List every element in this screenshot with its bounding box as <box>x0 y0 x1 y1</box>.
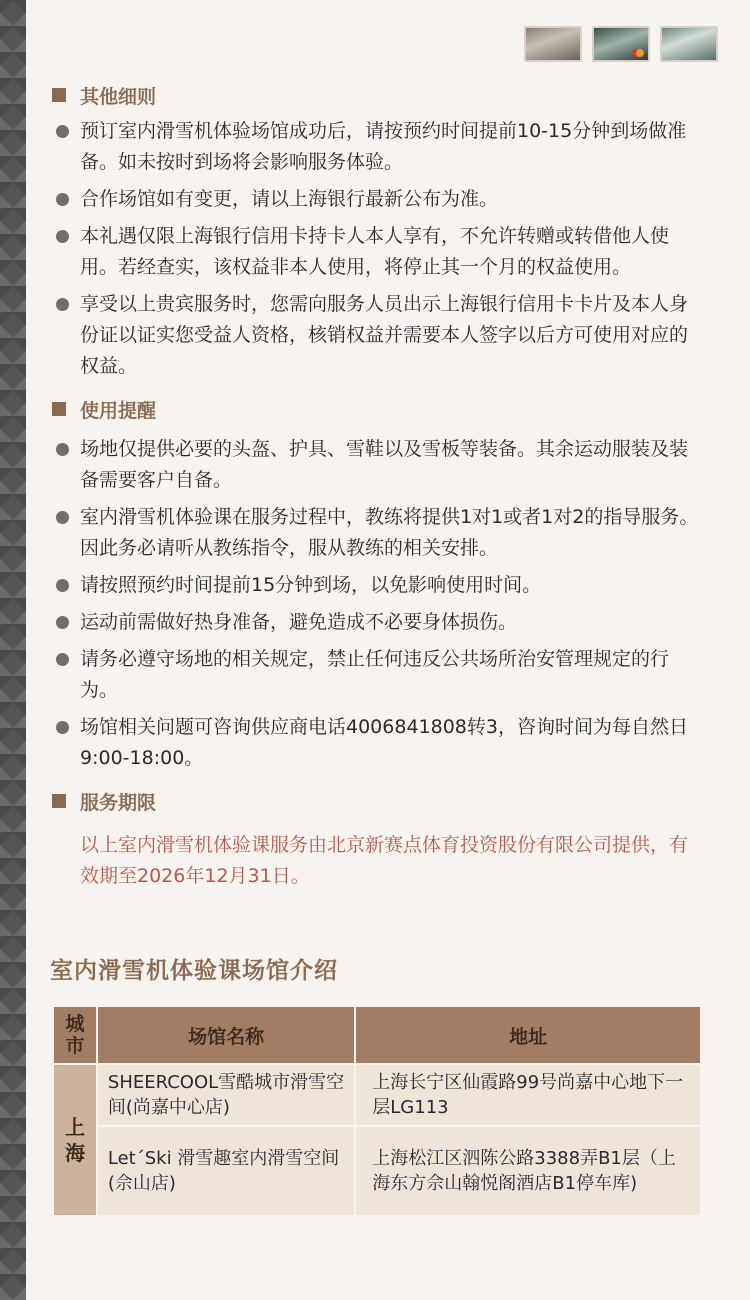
list-item-text: 合作场馆如有变更，请以上海银行最新公布为准。 <box>80 188 499 210</box>
bullet-dot-icon <box>56 443 69 456</box>
bullet-dot-icon <box>56 579 69 592</box>
list-item-text: 预订室内滑雪机体验场馆成功后，请按预约时间提前10-15分钟到场做准备。如未按时到场将会影响服务体验。 <box>80 120 687 173</box>
bullet-dot-icon <box>56 298 69 311</box>
bullet-dot-icon <box>56 230 69 243</box>
decorative-side-strip <box>0 0 26 1300</box>
square-bullet-icon <box>52 402 66 416</box>
list-item-text: 本礼遇仅限上海银行信用卡持卡人本人享有，不允许转赠或转借他人使用。若经查实，该权益非本人使用，将停止其一个月的权益使用。 <box>80 225 670 278</box>
city-line-1: 上 <box>64 1115 85 1139</box>
venue-name-cell: Let´Ski 滑雪趣室内滑雪空间(佘山店) <box>97 1126 355 1216</box>
city-header-line-1: 城 <box>65 1013 85 1035</box>
card-images <box>524 26 718 62</box>
credit-card-image-1 <box>524 26 582 62</box>
heading-text: 其他细则 <box>80 85 157 108</box>
list-item <box>52 502 702 564</box>
table-row <box>53 1126 701 1216</box>
list-item <box>52 570 702 601</box>
bullet-dot-icon <box>56 653 69 666</box>
usage-tips-list <box>52 434 702 774</box>
bullet-dot-icon <box>56 616 69 629</box>
other-details-list <box>52 116 702 382</box>
list-item <box>52 289 702 382</box>
credit-card-image-2 <box>592 26 650 62</box>
list-item-text: 请按照预约时间提前15分钟到场，以免影响使用时间。 <box>80 574 542 596</box>
list-item-text: 场地仅提供必要的头盔、护具、雪鞋以及雪板等装备。其余运动服装及装备需要客户自备。 <box>80 438 689 491</box>
list-item <box>52 644 702 706</box>
section-heading-usage-tips <box>52 392 702 426</box>
section-heading-other-details <box>52 78 702 112</box>
service-period-text: 以上室内滑雪机体验课服务由北京新赛点体育投资股份有限公司提供，有效期至2026年12月31日。 <box>80 834 689 887</box>
city-header-line-2: 市 <box>65 1035 85 1057</box>
square-bullet-icon <box>52 88 66 102</box>
list-item <box>52 434 702 496</box>
mastercard-logo-icon <box>632 49 644 57</box>
column-header-city <box>53 1006 97 1064</box>
column-header-address: 地址 <box>355 1006 701 1064</box>
heading-text: 使用提醒 <box>80 399 157 422</box>
list-item <box>52 184 702 215</box>
column-header-name: 场馆名称 <box>97 1006 355 1064</box>
venue-name-cell: SHEERCOOL雪酷城市滑雪空间(尚嘉中心店) <box>97 1064 355 1126</box>
section-service-period <box>52 784 702 892</box>
city-line-2: 海 <box>64 1141 85 1165</box>
list-item-text: 请务必遵守场地的相关规定，禁止任何违反公共场所治安管理规定的行为。 <box>80 648 670 701</box>
venue-table <box>52 1005 702 1217</box>
table-row <box>53 1064 701 1126</box>
list-item-text: 运动前需做好热身准备，避免造成不必要身体损伤。 <box>80 611 518 633</box>
credit-card-image-3 <box>660 26 718 62</box>
terms-content <box>52 78 702 1217</box>
venue-section-title: 室内滑雪机体验课场馆介绍 <box>50 958 338 984</box>
bullet-dot-icon <box>56 511 69 524</box>
bullet-dot-icon <box>56 721 69 734</box>
bullet-dot-icon <box>56 125 69 138</box>
city-cell <box>53 1064 97 1216</box>
venue-address-cell: 上海松江区泗陈公路3388弄B1层（上海东方佘山翰悦阁酒店B1停车库) <box>355 1126 701 1216</box>
list-item-text: 场馆相关问题可咨询供应商电话4006841808转3，咨询时间为每自然日9:00-18:00。 <box>80 716 688 769</box>
venue-address-cell: 上海长宁区仙霞路99号尚嘉中心地下一层LG113 <box>355 1064 701 1126</box>
list-item <box>52 221 702 283</box>
list-item <box>52 607 702 638</box>
square-bullet-icon <box>52 794 66 808</box>
section-other-details <box>52 78 702 382</box>
list-item <box>52 712 702 774</box>
section-usage-tips <box>52 392 702 774</box>
list-item <box>52 116 702 178</box>
list-item-text: 享受以上贵宾服务时，您需向服务人员出示上海银行信用卡卡片及本人身份证以证实您受益人资格，核销权益并需要本人签字以后方可使用对应的权益。 <box>80 293 689 377</box>
list-item-text: 室内滑雪机体验课在服务过程中，教练将提供1对1或者1对2的指导服务。因此务必请听从教练指令，服从教练的相关安排。 <box>80 506 699 559</box>
heading-text: 服务期限 <box>80 791 157 814</box>
bullet-dot-icon <box>56 193 69 206</box>
section-heading-service-period <box>52 784 702 818</box>
table-header-row <box>53 1006 701 1064</box>
